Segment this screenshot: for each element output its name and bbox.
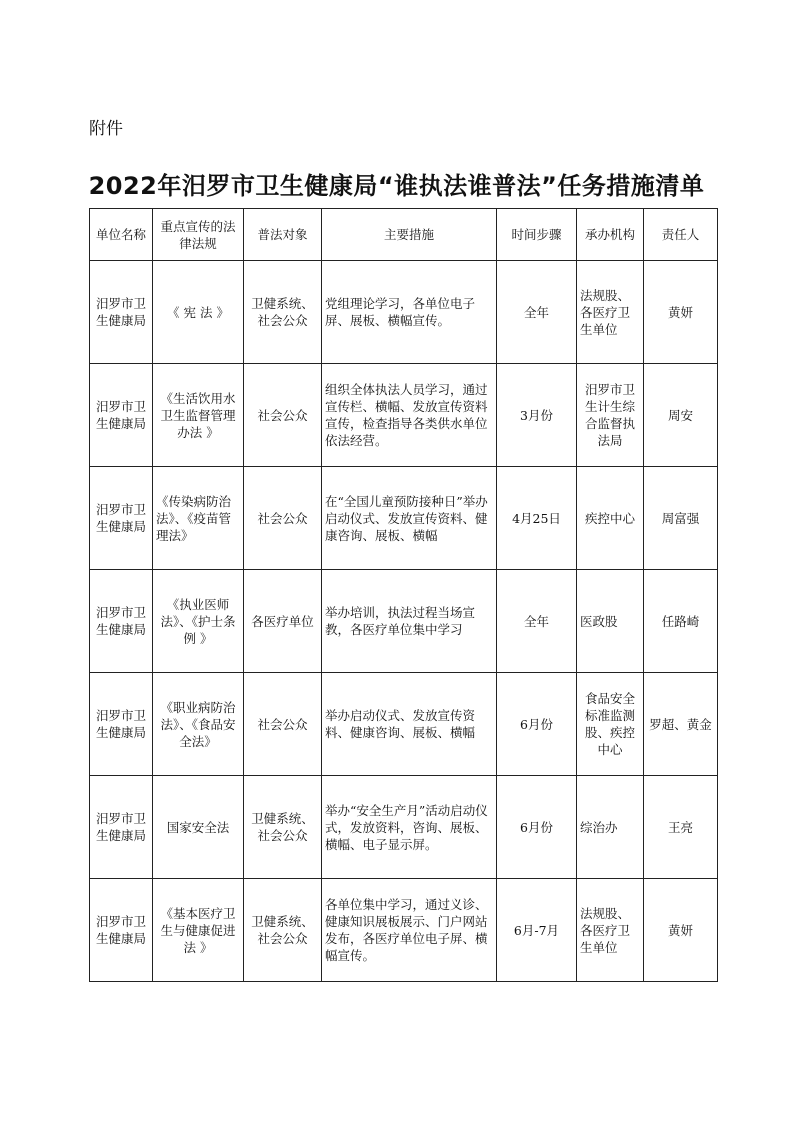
cell-responsible: 罗超、黄金 [644,673,718,776]
cell-unit: 汨罗市卫生健康局 [90,570,153,673]
cell-responsible: 黄妍 [644,261,718,364]
document-title: 2022年汨罗市卫生健康局“谁执法谁普法”任务措施清单 [88,172,705,200]
cell-laws: 《 宪 法 》 [153,261,244,364]
cell-unit: 汨罗市卫生健康局 [90,879,153,982]
header-cell-laws: 重点宣传的法律法规 [153,209,244,261]
cell-audience: 社会公众 [244,467,322,570]
cell-audience: 社会公众 [244,364,322,467]
cell-measures: 在“全国儿童预防接种日”举办启动仪式、发放宣传资料、健康咨询、展板、横幅 [322,467,497,570]
cell-unit: 汨罗市卫生健康局 [90,776,153,879]
cell-laws: 《生活饮用水卫生监督管理办法 》 [153,364,244,467]
cell-unit: 汨罗市卫生健康局 [90,364,153,467]
header-cell-organizer: 承办机构 [577,209,644,261]
cell-responsible: 王亮 [644,776,718,879]
table-row [90,364,718,467]
cell-audience: 卫健系统、社会公众 [244,879,322,982]
table-row [90,261,718,364]
cell-laws: 《传染病防治法》、《疫苗管理法》 [153,467,244,570]
cell-schedule: 3月份 [497,364,577,467]
cell-audience: 卫健系统、社会公众 [244,776,322,879]
cell-measures: 举办培训，执法过程当场宣教，各医疗单位集中学习 [322,570,497,673]
header-cell-audience: 普法对象 [244,209,322,261]
cell-schedule: 全年 [497,570,577,673]
cell-measures: 举办启动仪式、发放宣传资料、健康咨询、展板、横幅 [322,673,497,776]
table-row [90,879,718,982]
cell-measures: 党组理论学习，各单位电子屏、展板、横幅宣传。 [322,261,497,364]
cell-measures: 组织全体执法人员学习，通过宣传栏、横幅、发放宣传资料宣传，检查指导各类供水单位依法经营。 [322,364,497,467]
table-row [90,673,718,776]
cell-schedule: 4月25日 [497,467,577,570]
header-cell-measures: 主要措施 [322,209,497,261]
header-cell-unit: 单位名称 [90,209,153,261]
cell-responsible: 周安 [644,364,718,467]
cell-measures: 各单位集中学习，通过义诊、健康知识展板展示、门户网站发布，各医疗单位电子屏、横幅宣传。 [322,879,497,982]
cell-audience: 卫健系统、社会公众 [244,261,322,364]
cell-organizer: 汨罗市卫生计生综合监督执法局 [577,364,644,467]
table-header-row [90,209,718,261]
cell-unit: 汨罗市卫生健康局 [90,673,153,776]
header-cell-schedule: 时间步骤 [497,209,577,261]
cell-schedule: 6月份 [497,776,577,879]
cell-laws: 《执业医师法》、《护士条例 》 [153,570,244,673]
cell-audience: 社会公众 [244,673,322,776]
table-row [90,467,718,570]
cell-laws: 《职业病防治法》、《食品安全法》 [153,673,244,776]
cell-schedule: 全年 [497,261,577,364]
cell-responsible: 任路崎 [644,570,718,673]
cell-responsible: 周富强 [644,467,718,570]
cell-schedule: 6月-7月 [497,879,577,982]
cell-organizer: 综治办 [577,776,644,879]
cell-laws: 国家安全法 [153,776,244,879]
cell-schedule: 6月份 [497,673,577,776]
table-row [90,776,718,879]
cell-unit: 汨罗市卫生健康局 [90,467,153,570]
task-table [89,208,718,982]
cell-measures: 举办“安全生产月”活动启动仪式，发放资料，咨询、展板、横幅、电子显示屏。 [322,776,497,879]
cell-organizer: 法规股、各医疗卫生单位 [577,879,644,982]
annex-label: 附件 [89,119,123,139]
cell-organizer: 法规股、各医疗卫生单位 [577,261,644,364]
cell-responsible: 黄妍 [644,879,718,982]
cell-organizer: 食品安全标准监测股、疾控中心 [577,673,644,776]
cell-audience: 各医疗单位 [244,570,322,673]
table-row [90,570,718,673]
cell-organizer: 医政股 [577,570,644,673]
cell-unit: 汨罗市卫生健康局 [90,261,153,364]
cell-laws: 《基本医疗卫生与健康促进法 》 [153,879,244,982]
cell-organizer: 疾控中心 [577,467,644,570]
header-cell-responsible: 责任人 [644,209,718,261]
